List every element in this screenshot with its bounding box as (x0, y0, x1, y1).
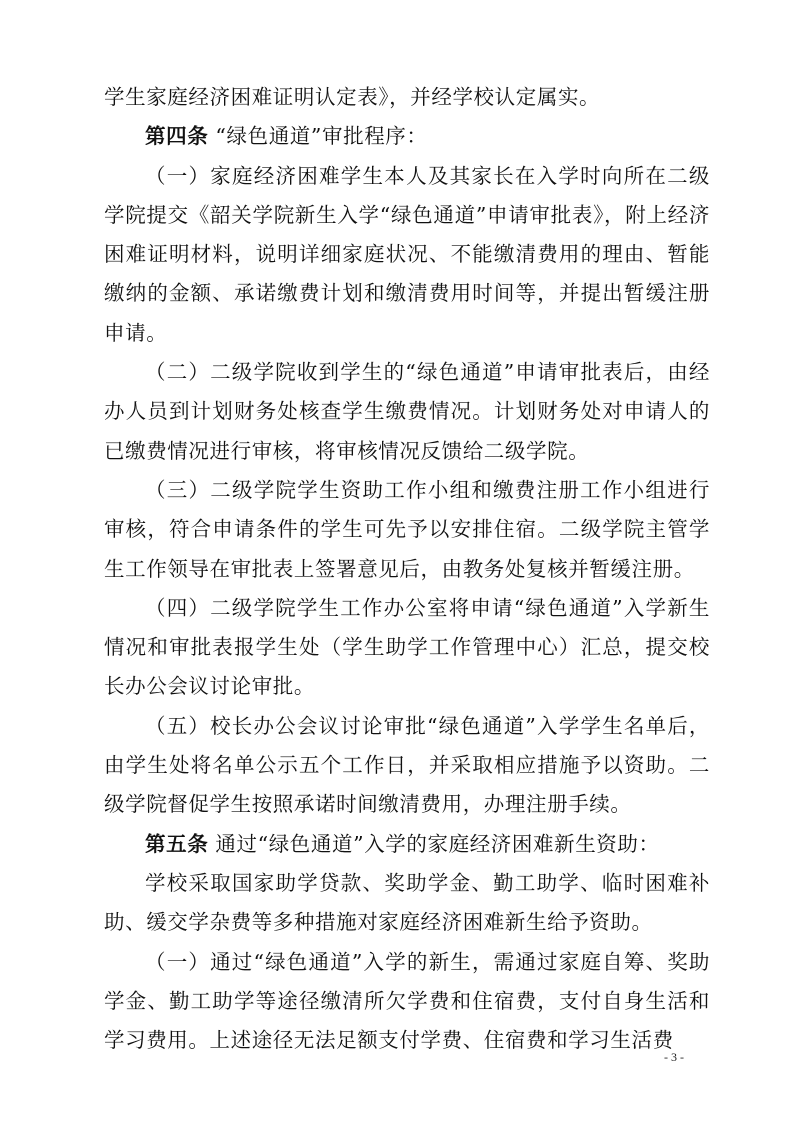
article-number: 第四条 (145, 124, 209, 149)
article-number: 第五条 (145, 831, 209, 856)
document-body (104, 78, 710, 1060)
paragraph-text: 通过“绿色通道”入学的家庭经济困难新生资助： (208, 831, 660, 856)
paragraph-text: “绿色通道”审批程序： (208, 124, 428, 149)
paragraph-7 (104, 707, 710, 825)
paragraph-text: （一）家庭经济困难学生本人及其家长在入学时向所在二级学院提交《韶关学院新生入学“绿色通道”申请审批表》，附上经济困难证明材料，说明详细家庭状况、不能缴清费用的理由、暂能缴纳的金额、承诺缴费计划和缴清费用时间等，并提出暂缓注册申请。 (104, 163, 710, 345)
article-5-heading (104, 825, 710, 864)
paragraph-text: （三）二级学院学生资助工作小组和缴费注册工作小组进行审核，符合申请条件的学生可先予以安排住宿。二级学院主管学生工作领导在审批表上签署意见后，由教务处复核并暂缓注册。 (104, 477, 710, 581)
page-number: - 3 - (664, 1050, 684, 1064)
paragraph-5 (104, 471, 710, 589)
paragraph-4 (104, 353, 710, 471)
paragraph-text: （四）二级学院学生工作办公室将申请“绿色通道”入学新生情况和审批表报学生处（学生助学工作管理中心）汇总，提交校长办公会议讨论审批。 (104, 595, 710, 699)
paragraph-text: 学校采取国家助学贷款、奖助学金、勤工助学、临时困难补助、缓交学杂费等多种措施对家庭经济困难新生给予资助。 (104, 870, 710, 935)
paragraph-6 (104, 589, 710, 707)
paragraph-10 (104, 943, 710, 1061)
article-4-heading (104, 117, 710, 156)
paragraph-text: （一）通过“绿色通道”入学的新生，需通过家庭自筹、奖助学金、勤工助学等途径缴清所欠学费和住宿费，支付自身生活和学习费用。上述途径无法足额支付学费、住宿费和学习生活费 (104, 949, 710, 1053)
paragraph-3 (104, 157, 710, 353)
paragraph-9 (104, 864, 710, 943)
paragraph-1 (104, 78, 710, 117)
paragraph-text: 学生家庭经济困难证明认定表》，并经学校认定属实。 (104, 85, 601, 109)
paragraph-text: （二）二级学院收到学生的“绿色通道”申请审批表后，由经办人员到计划财务处核查学生缴费情况。计划财务处对申请人的已缴费情况进行审核，将审核情况反馈给二级学院。 (104, 360, 710, 463)
paragraph-text: （五）校长办公会议讨论审批“绿色通道”入学学生名单后，由学生处将名单公示五个工作日，并采取相应措施予以资助。二级学院督促学生按照承诺时间缴清费用，办理注册手续。 (104, 713, 710, 817)
